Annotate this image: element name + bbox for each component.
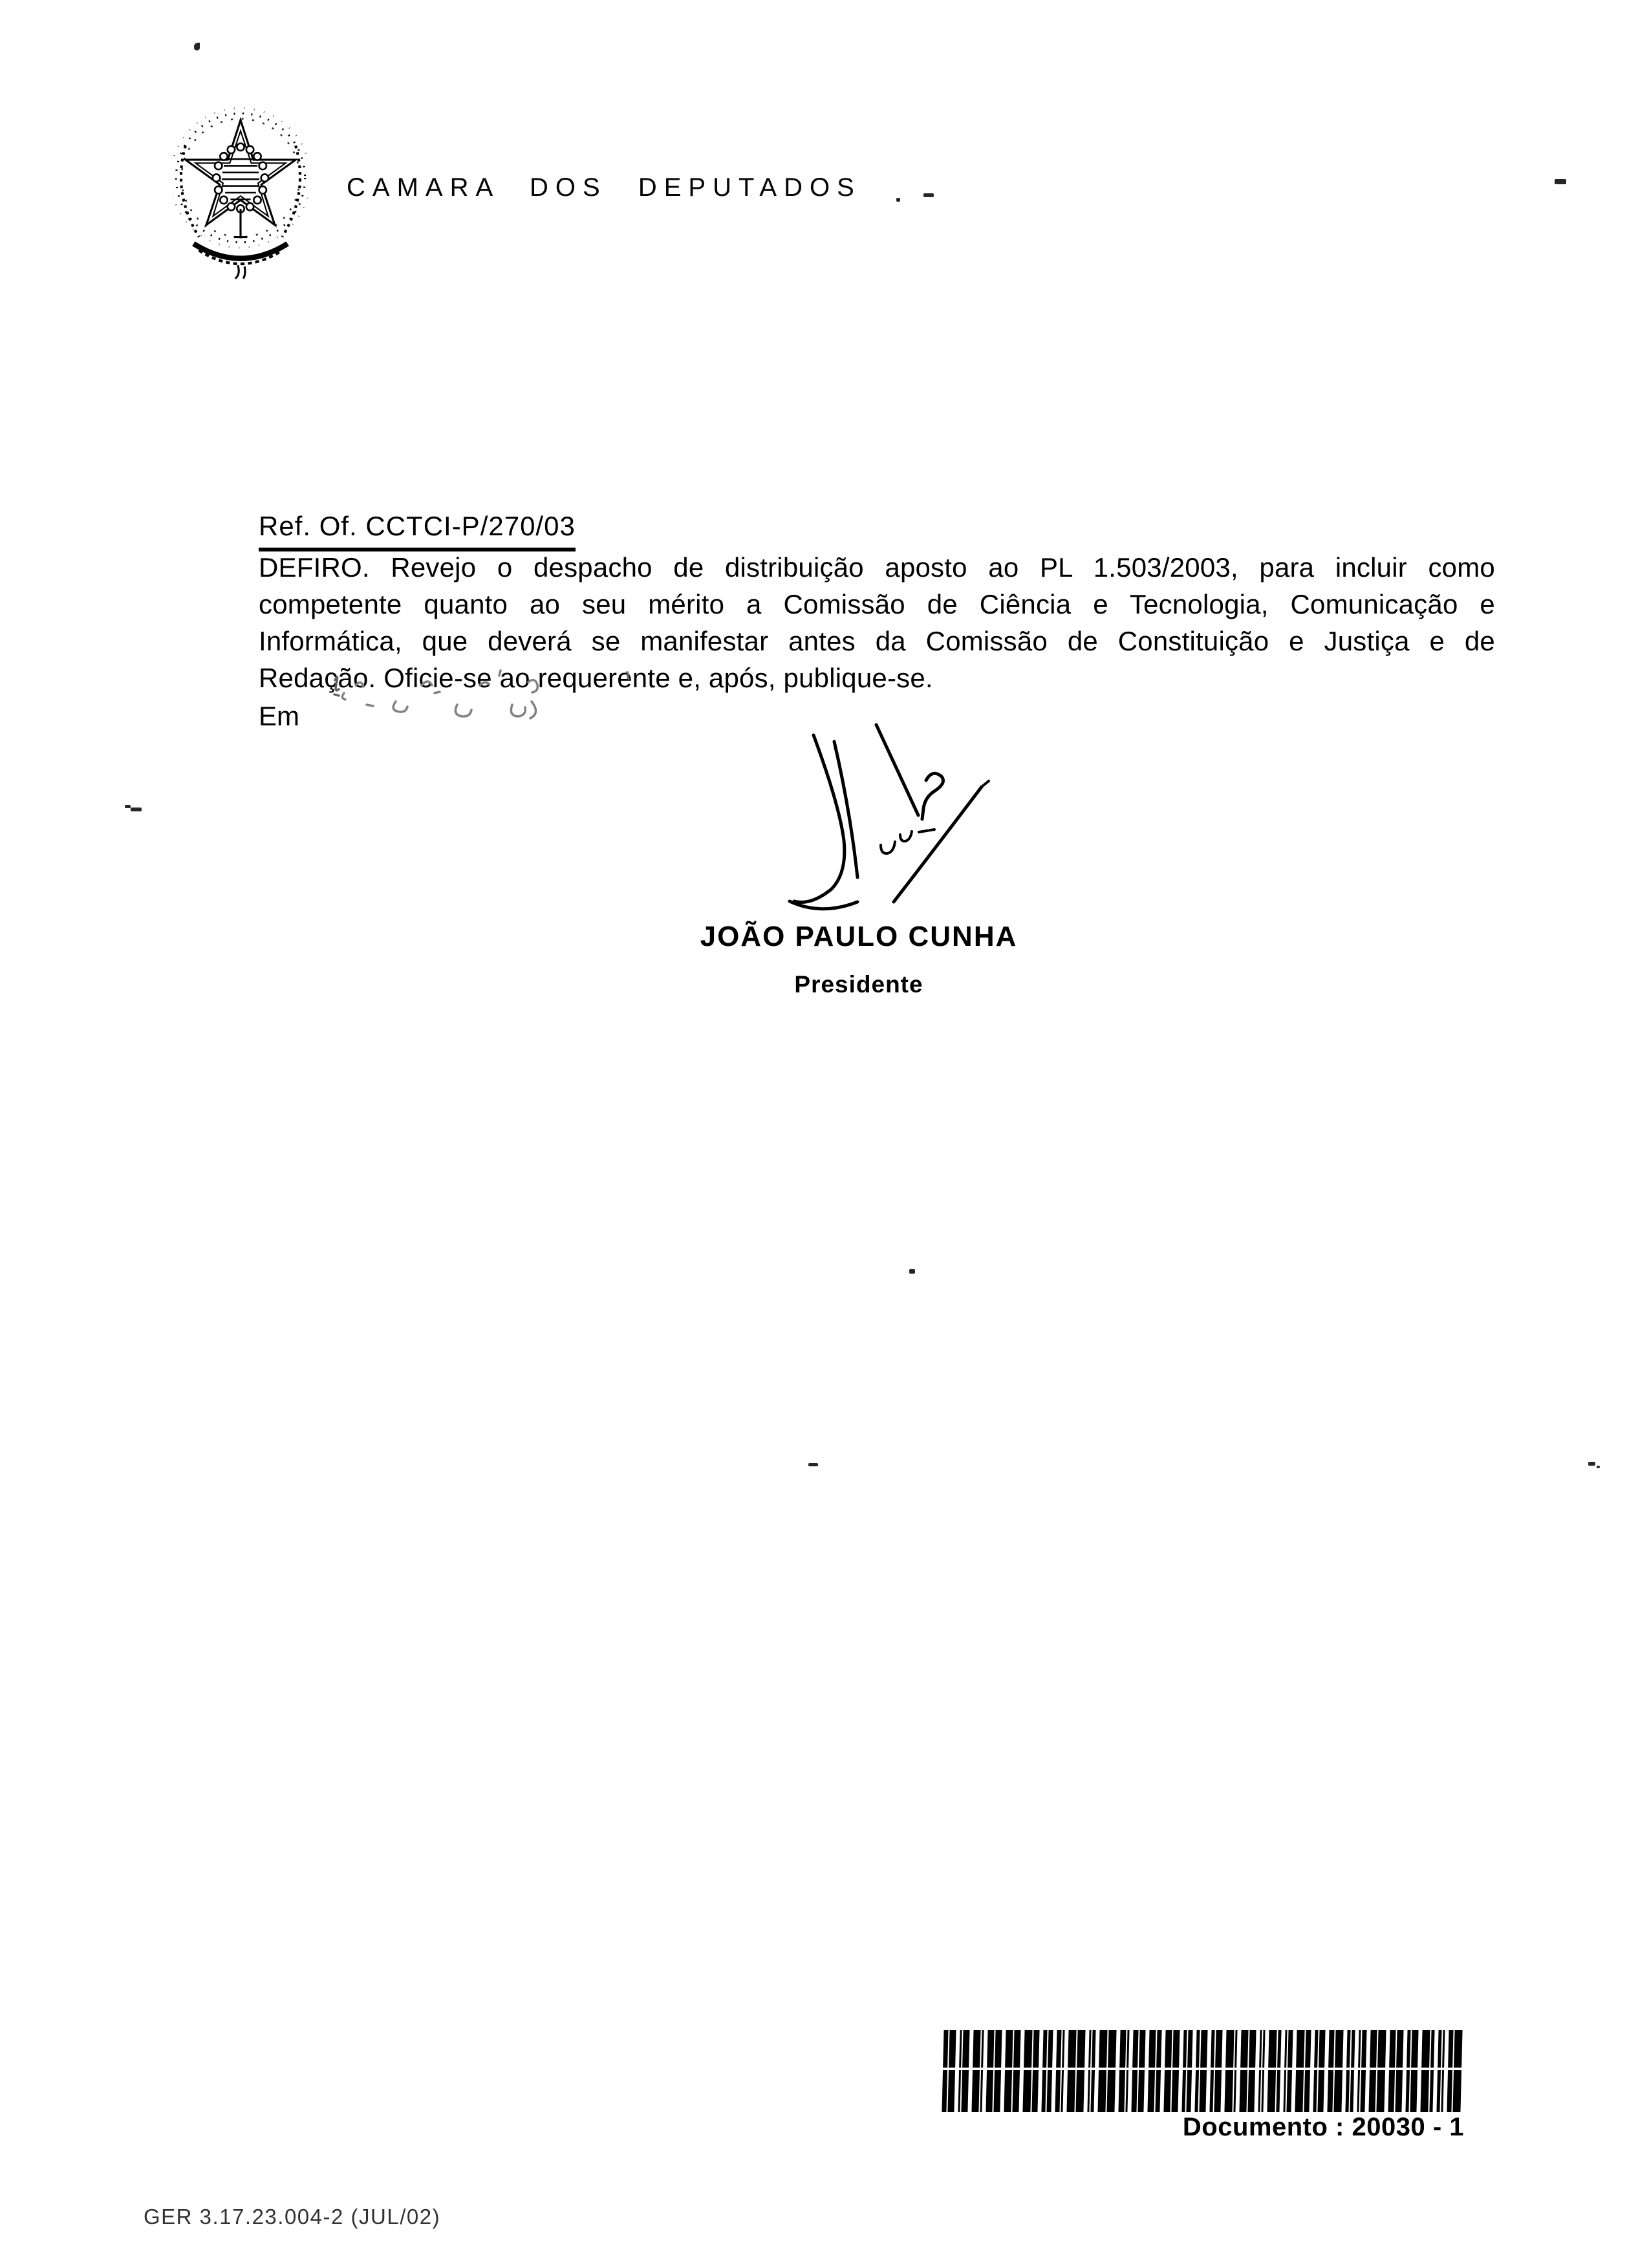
coat-of-arms-icon — [173, 105, 308, 280]
reference-text: Ref. Of. CCTCI-P/270/03 — [259, 511, 576, 551]
barcode-scanline-artifact — [943, 2068, 1464, 2070]
scan-artifact — [125, 805, 131, 808]
scan-artifact — [909, 1269, 915, 1274]
org-name: CAMARA DOS DEPUTADOS — [347, 173, 861, 202]
scan-artifact — [1597, 1466, 1600, 1468]
body-line: DEFIRO. Revejo o despacho de distribuição aposto ao PL 1.503/2003, para incluir como — [259, 552, 1495, 583]
reference-line — [259, 511, 576, 551]
date-line — [259, 698, 299, 734]
scan-artifact — [1588, 1462, 1595, 1466]
signer-title: Presidente — [794, 971, 923, 998]
scan-artifact — [808, 1463, 818, 1466]
body-line: Informática, que deverá se manifestar antes da Comissão de Constituição e Justiça e de — [259, 626, 1495, 656]
date-label: Em — [259, 701, 299, 731]
scan-artifact — [131, 808, 142, 811]
scan-artifact — [896, 198, 900, 202]
body-line: competente quanto ao seu mérito a Comissão de Ciência e Tecnologia, Comunicação e — [259, 589, 1495, 619]
barcode — [942, 2030, 1465, 2112]
scan-artifact — [923, 193, 934, 197]
signer-name: JOÃO PAULO CUNHA — [700, 921, 1018, 952]
form-code: GER 3.17.23.004-2 (JUL/02) — [144, 2205, 441, 2229]
scan-artifact — [1555, 179, 1566, 184]
scan-artifact — [194, 43, 200, 50]
faint-date-stamp-icon — [305, 666, 648, 740]
barcode-caption: Documento : 20030 - 1 — [1182, 2113, 1464, 2141]
body-line: Redação. Oficie-se ao requerente e, após, publique-se. — [259, 663, 933, 693]
signature-icon — [737, 707, 1022, 922]
